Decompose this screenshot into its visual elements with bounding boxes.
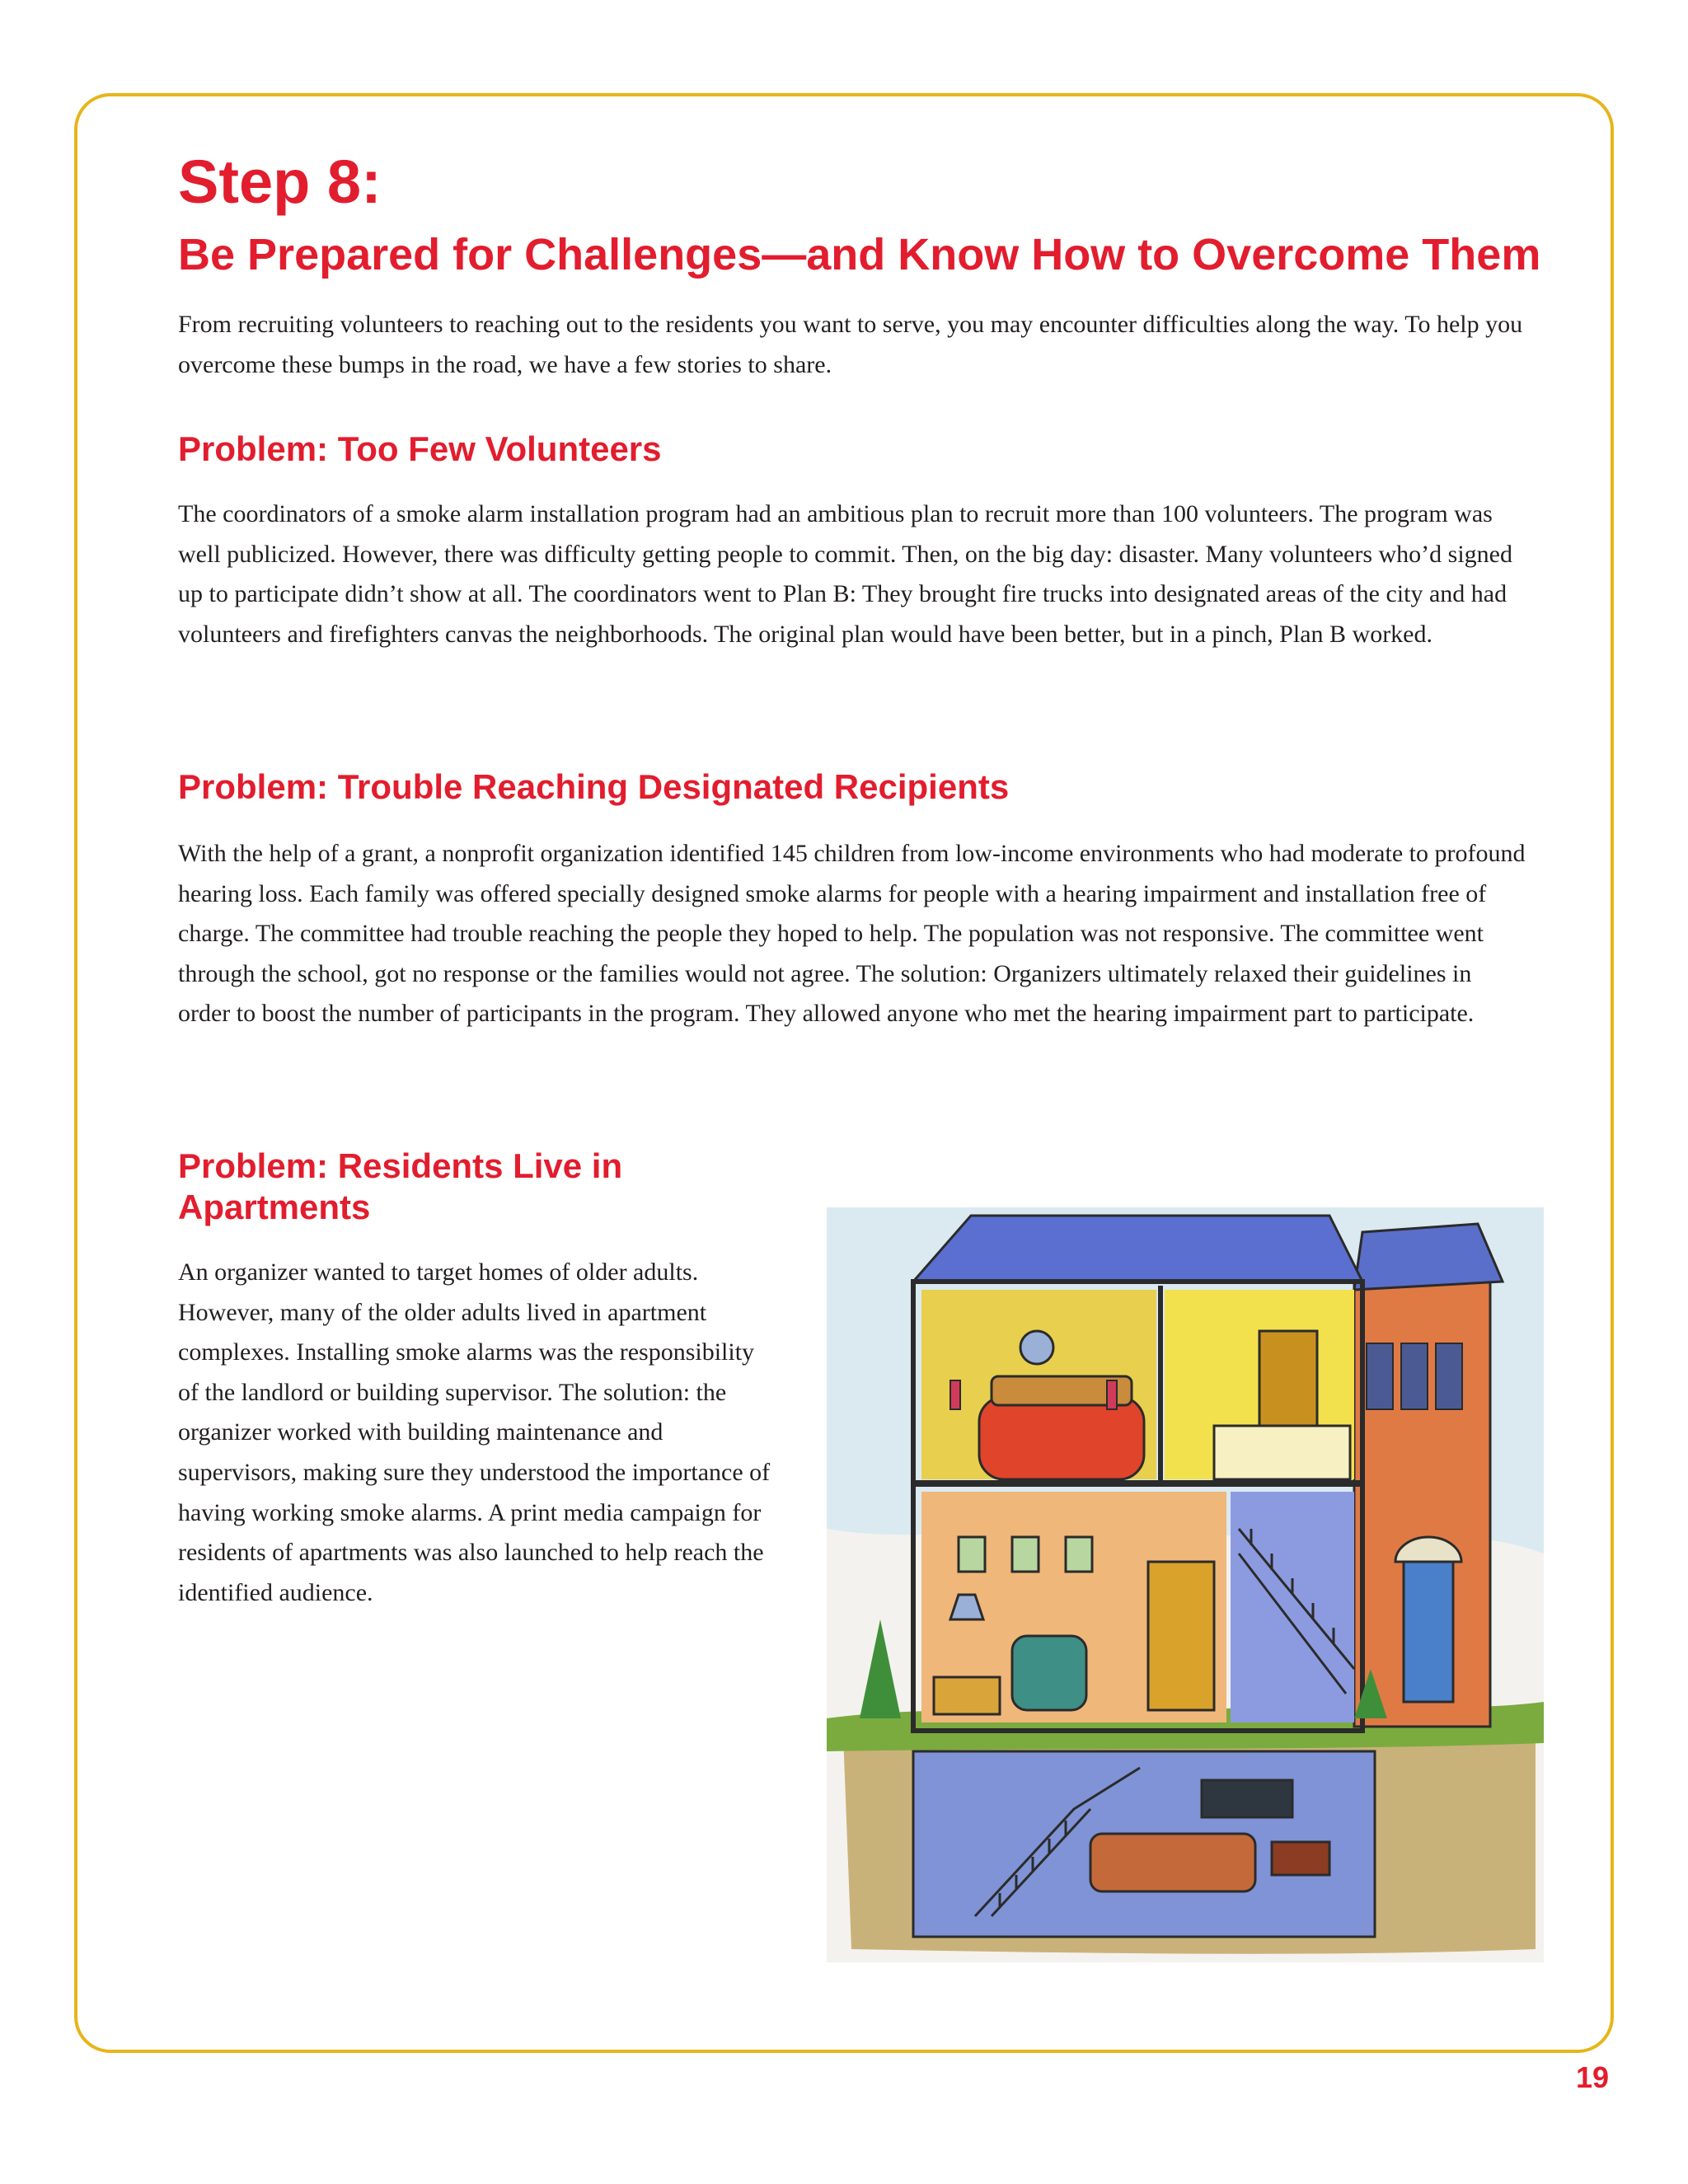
paragraph-too-few-volunteers: The coordinators of a smoke alarm installation program had an ambitious plan to recruit more than 100 volunteers. The program was well publicized. However, there was difficulty getting people to commit. Then, on the big day: disaster. Many volunteers who’d signed up to participate didn’t show at all. The coordinators went to Plan B: They brought fire trucks into designated areas of the city and had volunteers and firefighters canvas the neighborhoods. The original plan would have been better, but in a pinch, Plan B worked.	[178, 500, 1512, 648]
paragraph-reaching-recipients: With the help of a grant, a nonprofit organization identified 145 children from low-income environments who had moderate to profound hearing loss. Each family was offered specially designed smoke alarms for people with a hearing impairment and installation free of charge. The committee had trouble reaching the people they hoped to help. The population was not responsive. The committee went through the school, got no response or the families would not agree. The solution: Organizers ultimately relaxed their guidelines in order to boost the number of participants in the program. They allowed anyone who met the hearing impairment part to participate.	[178, 840, 1526, 1028]
paragraph-residents-apartments: An organizer wanted to target homes of older adults. However, many of the older adults lived in apartment complexes. Installing smoke alarms was the responsibility of the landlord or building supervisor. The solution: the organizer worked with building maintenance and supervisors, making sure they understood the importance of having working smoke alarms. A print media campaign for residents of apartments was also launched to help reach the identified audience.	[178, 1258, 771, 1606]
house-cutaway-illustration	[827, 1207, 1544, 1962]
intro-paragraph: From recruiting volunteers to reaching out to the residents you want to serve, you may encounter difficulties along the way. To help you overcome these bumps in the road, we have a few stories to share.	[178, 311, 1523, 378]
step-label: Step 8:	[178, 148, 382, 216]
page-number: 19	[1576, 2060, 1610, 2094]
page-title: Be Prepared for Challenges—and Know How to Overcome Them	[178, 230, 1541, 279]
heading-reaching-recipients: Problem: Trouble Reaching Designated Recipients	[178, 767, 1010, 806]
heading-residents-apartments: Problem: Residents Live in Apartments	[178, 1146, 623, 1226]
heading-too-few-volunteers: Problem: Too Few Volunteers	[178, 429, 662, 468]
